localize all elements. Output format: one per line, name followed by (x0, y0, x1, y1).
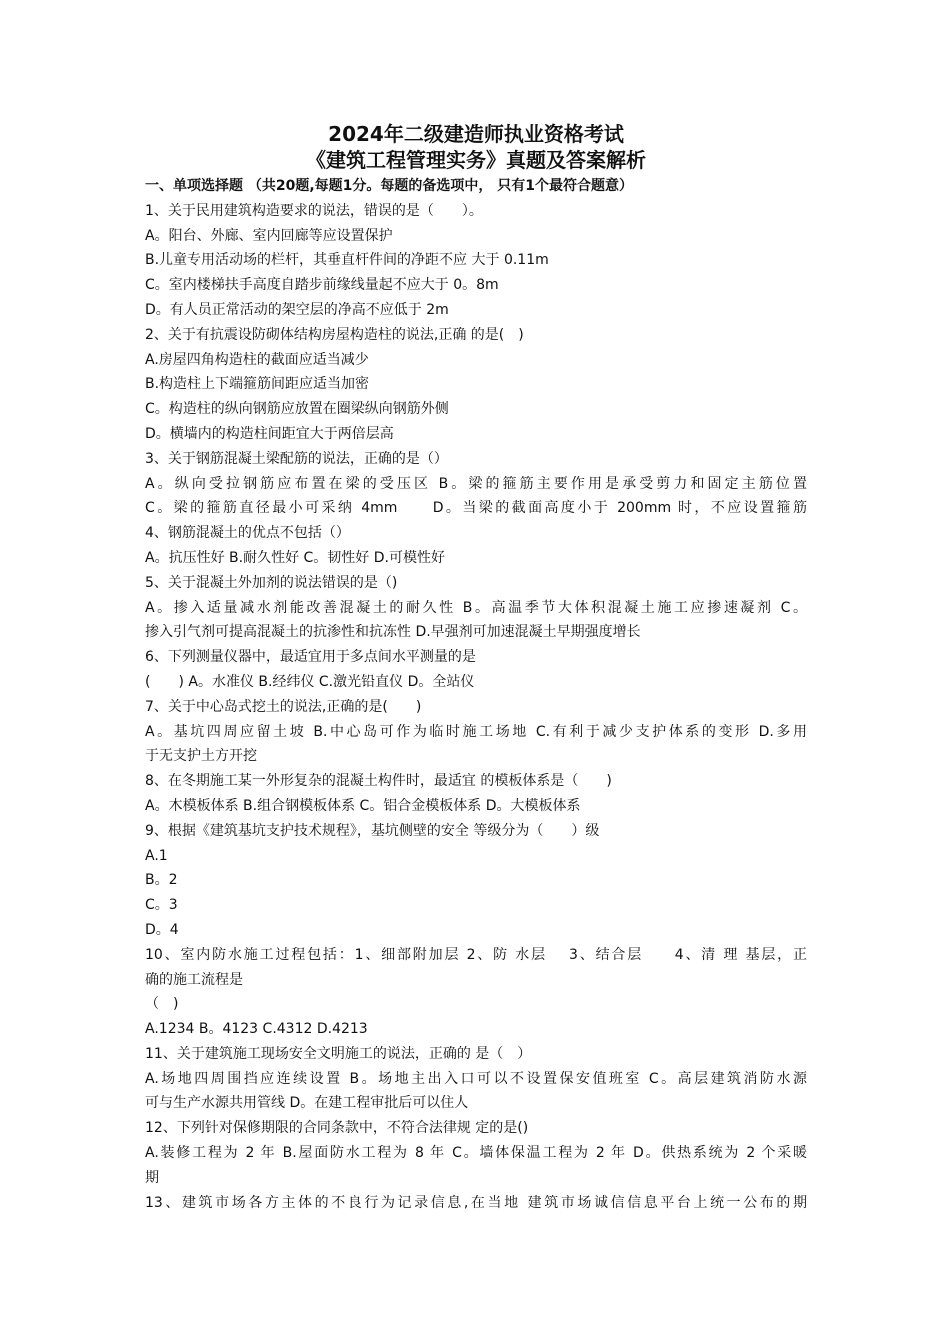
section-heading: 一、单项选择题 （共20题,每题1分。每题的备选项中， 只有1个最符合题意） (145, 178, 634, 194)
question-line: 10、室内防水施工过程包括：1、细部附加层 2、防 水层 3、结合层 4、清 理 基层，正 (145, 946, 807, 963)
question-line: 3、关于钢筋混凝土梁配筋的说法，正确的是（） (145, 450, 448, 467)
question-line: （ ) (145, 996, 179, 1013)
option-line: A.1 (145, 847, 168, 864)
option-line: C。室内楼梯扶手高度自踏步前缘线量起不应大于 0。8m (145, 277, 499, 294)
question-line: 4、钢筋混凝土的优点不包括（） (145, 525, 350, 542)
option-line: C。构造柱的纵向钢筋应放置在圈梁纵向钢筋外侧 (145, 401, 449, 418)
question-line: 11、关于建筑施工现场安全文明施工的说法，正确的 是（ ） (145, 1045, 532, 1062)
option-line: A。基坑四周应留土坡 B.中心岛可作为临时施工场地 C.有利于减少支护体系的变形 D.多用 (145, 723, 807, 740)
document-title: 2024年二级建造师执业资格考试 (328, 122, 624, 146)
question-line: 2、关于有抗震设防砌体结构房屋构造柱的说法,正确 的是( ) (145, 326, 524, 343)
option-line: A。抗压性好 B.耐久性好 C。韧性好 D.可模性好 (145, 549, 445, 566)
option-line: B。2 (145, 872, 178, 889)
option-line: A.装修工程为 2 年 B.屋面防水工程为 8 年 C。墙体保温工程为 2 年 D。供热系统为 2 个采暖 (145, 1145, 807, 1162)
option-line: 于无支护土方开挖 (145, 748, 257, 765)
option-line: D。横墙内的构造柱间距宜大于两倍层高 (145, 425, 394, 442)
option-line: D。有人员正常活动的架空层的净高不应低于 2m (145, 301, 449, 318)
option-line: ( ) A。水准仪 B.经纬仪 C.激光铅直仪 D。全站仪 (145, 673, 475, 690)
option-line: B.儿童专用活动场的栏杆，其垂直杆件间的净距不应 大于 0.11m (145, 252, 549, 269)
question-line: 确的施工流程是 (145, 971, 243, 988)
option-line: 期 (145, 1169, 159, 1186)
option-line: 掺入引气剂可提高混凝土的抗渗性和抗冻性 D.早强剂可加速混凝土早期强度增长 (145, 624, 641, 641)
option-line: A。木模板体系 B.组合钢模板体系 C。铝合金模板体系 D。大模板体系 (145, 797, 581, 814)
option-line: D。4 (145, 921, 179, 938)
option-line: C。3 (145, 897, 178, 914)
document-body (145, 174, 807, 1215)
question-line: 13、建筑市场各方主体的不良行为记录信息,在当地 建筑市场诚信信息平台上统一公布的期 (145, 1194, 807, 1211)
option-line: 可与生产水源共用管线 D。在建工程审批后可以住人 (145, 1095, 469, 1112)
option-line: B.构造柱上下端箍筋间距应适当加密 (145, 376, 370, 393)
option-line: A.1234 B。4123 C.4312 D.4213 (145, 1021, 368, 1038)
option-line: A。纵向受拉钢筋应布置在梁的受压区 B。梁的箍筋主要作用是承受剪力和固定主筋位置 (145, 475, 807, 492)
question-line: 8、在冬期施工某一外形复杂的混凝土构件时，最适宜 的模板体系是（ ) (145, 773, 612, 790)
option-line: C。梁的箍筋直径最小可采纳 4mm D。当梁的截面高度小于 200mm 时，不应设置箍筋 (145, 500, 807, 517)
option-line: A。阳台、外廊、室内回廊等应设置保护 (145, 227, 393, 244)
option-line: A.房屋四角构造柱的截面应适当减少 (145, 351, 369, 368)
question-line: 7、关于中心岛式挖土的说法,正确的是( ) (145, 698, 422, 715)
question-line: 9、根据《建筑基坑支护技术规程》，基坑侧壁的安全 等级分为（ ）级 (145, 822, 600, 839)
question-line: 6、下列测量仪器中，最适宜用于多点间水平测量的是 (145, 649, 476, 666)
question-line: 5、关于混凝土外加剂的说法错误的是（) (145, 574, 398, 591)
question-line: 12、下列针对保修期限的合同条款中，不符合法律规 定的是() (145, 1120, 529, 1137)
option-line: A。掺入适量减水剂能改善混凝土的耐久性 B。高温季节大体积混凝土施工应掺速凝剂 C。 (145, 599, 807, 616)
question-line: 1、关于民用建筑构造要求的说法，错误的是（ ）。 (145, 202, 483, 219)
document-subtitle: 《建筑工程管理实务》真题及答案解析 (306, 148, 646, 172)
option-line: A.场地四周围挡应连续设置 B。场地主出入口可以不设置保安值班室 C。高层建筑消防水源 (145, 1070, 807, 1087)
